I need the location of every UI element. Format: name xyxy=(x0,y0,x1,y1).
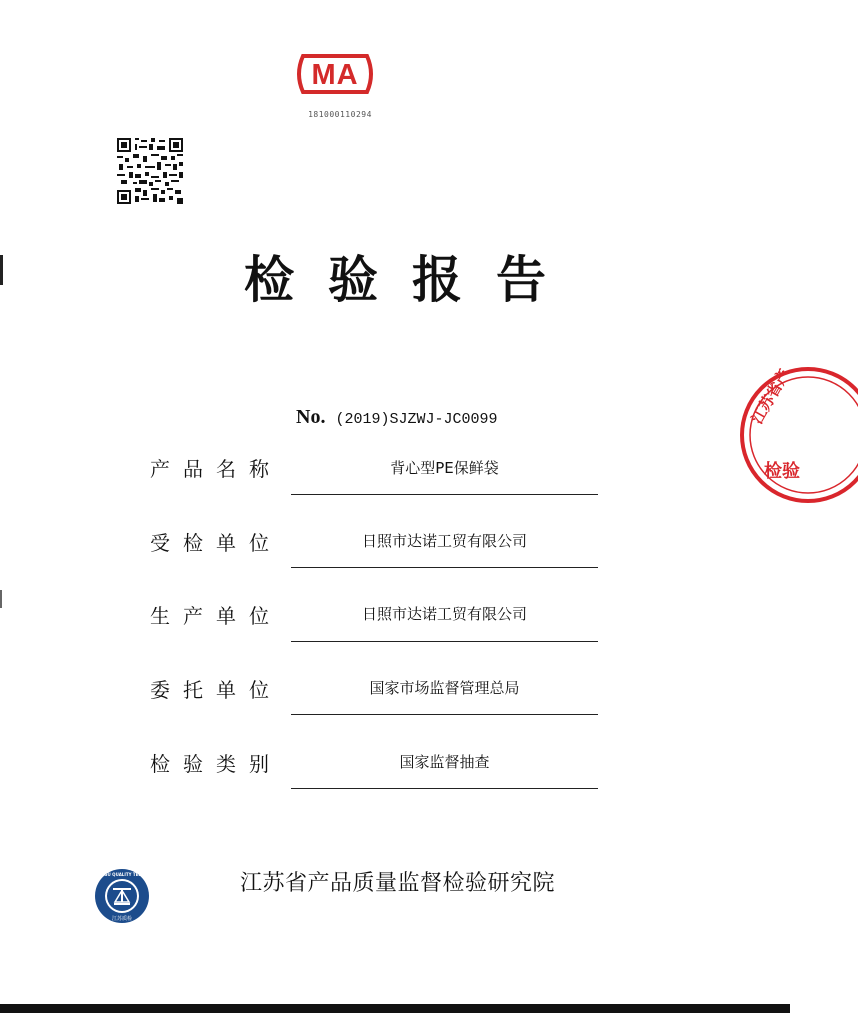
field-underline xyxy=(291,494,598,495)
cma-certificate-number: 181000110294 xyxy=(308,110,372,119)
svg-text:MA: MA xyxy=(311,59,359,91)
scan-bottom-edge xyxy=(0,1004,790,1013)
field-value-inspected-unit: 日照市达诺工贸有限公司 xyxy=(361,532,527,550)
report-number xyxy=(296,406,497,429)
field-value-manufacturer: 日照市达诺工贸有限公司 xyxy=(361,605,527,623)
field-value-inspection-type: 国家监督抽查 xyxy=(399,753,490,771)
institute-name: 江苏省产品质量监督检验研究院 xyxy=(240,871,556,896)
cma-logo xyxy=(293,50,377,98)
svg-text:江苏省产: 江苏省产 xyxy=(747,366,794,427)
field-label-inspection-type: 检验类别 xyxy=(150,752,282,776)
svg-text:检验: 检验 xyxy=(764,461,800,482)
institute-logo xyxy=(91,868,153,924)
field-underline xyxy=(291,567,598,568)
field-label-product-name: 产品名称 xyxy=(150,457,282,481)
field-underline xyxy=(291,788,598,789)
field-value-client-unit: 国家市场监督管理总局 xyxy=(369,679,520,697)
official-seal xyxy=(738,365,858,505)
document-title: 检验报告 xyxy=(244,250,580,309)
svg-text:JIANGSU QUALITY TESTING: JIANGSU QUALITY TESTING xyxy=(91,872,153,877)
report-number-label: No. xyxy=(296,406,326,428)
field-underline xyxy=(291,714,598,715)
scan-edge-mark xyxy=(0,590,2,608)
field-underline xyxy=(291,641,598,642)
report-number-value: (2019)SJZWJ-JC0099 xyxy=(335,411,498,428)
field-value-product-name: 背心型PE保鲜袋 xyxy=(390,459,499,477)
field-label-manufacturer: 生产单位 xyxy=(150,604,282,628)
qr-code[interactable] xyxy=(117,137,183,205)
field-label-inspected-unit: 受检单位 xyxy=(150,531,282,555)
field-label-client-unit: 委托单位 xyxy=(150,678,282,702)
svg-text:江苏质检: 江苏质检 xyxy=(111,916,133,922)
